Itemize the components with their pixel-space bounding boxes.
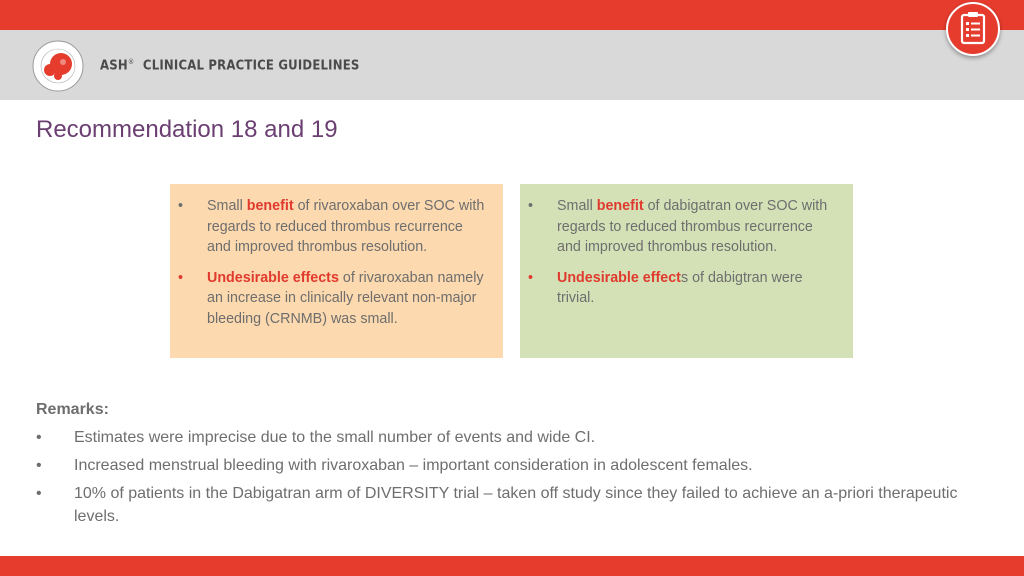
bullet-dot: • [36, 485, 42, 502]
bullet-text-pre: Small [207, 198, 247, 214]
remark-item [36, 482, 996, 528]
brand-mark: ® [127, 58, 135, 66]
brand-name: ASH [100, 58, 128, 74]
clipboard-glyph [948, 4, 998, 54]
remark-item [36, 426, 996, 449]
clipboard-checklist-icon[interactable] [946, 2, 1000, 56]
bullet-text-post: of rivaroxaban over SOC with regards to reduced thrombus recurrence and improved thrombus resolution. [207, 198, 485, 256]
bullet-dot: • [36, 457, 42, 474]
rivaroxaban-undesirable-bullet [178, 268, 489, 330]
highlight-undesirable: Undesirable effect [557, 269, 681, 286]
bullet-text-post: of rivaroxaban namely an increase in clinically relevant non-major bleeding (CRNMB) was small. [207, 269, 484, 327]
remark-text: Estimates were imprecise due to the small number of events and wide CI. [74, 429, 596, 446]
bullet-text-post: of dabigatran over SOC with regards to reduced thrombus recurrence and improved thrombus resolution. [557, 198, 828, 256]
bullet-dot: • [528, 198, 534, 214]
bullet-dot: • [178, 198, 184, 214]
remarks-heading: Remarks: [36, 401, 109, 418]
bullet-text-pre: Small [557, 198, 597, 214]
page-title: Recommendation 18 and 19 [36, 116, 338, 143]
remark-text: 10% of patients in the Dabigatran arm of DIVERSITY trial – taken off study since they failed to achieve an a-priori therapeutic levels. [74, 485, 958, 525]
brand-tagline: CLINICAL PRACTICE GUIDELINES [142, 58, 360, 74]
highlight-undesirable: Undesirable effects [207, 269, 339, 286]
dabigatran-undesirable-bullet [528, 268, 839, 309]
remark-text: Increased menstrual bleeding with rivaroxaban – important consideration in adolescent females. [74, 457, 753, 474]
bullet-dot: • [36, 429, 42, 446]
dabigatran-box [520, 184, 853, 358]
bullet-dot: • [178, 269, 184, 286]
highlight-benefit: benefit [246, 198, 294, 214]
brand-title [100, 58, 360, 73]
dabigatran-benefit-bullet [528, 196, 839, 258]
highlight-benefit: benefit [596, 198, 644, 214]
remark-item [36, 454, 996, 477]
bullet-dot: • [528, 269, 534, 286]
ash-seal-logo [32, 40, 84, 92]
bottom-accent-bar [0, 556, 1024, 576]
rivaroxaban-benefit-bullet [178, 196, 489, 258]
rivaroxaban-box [170, 184, 503, 358]
remarks-list [36, 426, 996, 533]
top-accent-bar [0, 0, 1024, 30]
bullet-text-post: s of dabigtran were trivial. [557, 269, 803, 307]
